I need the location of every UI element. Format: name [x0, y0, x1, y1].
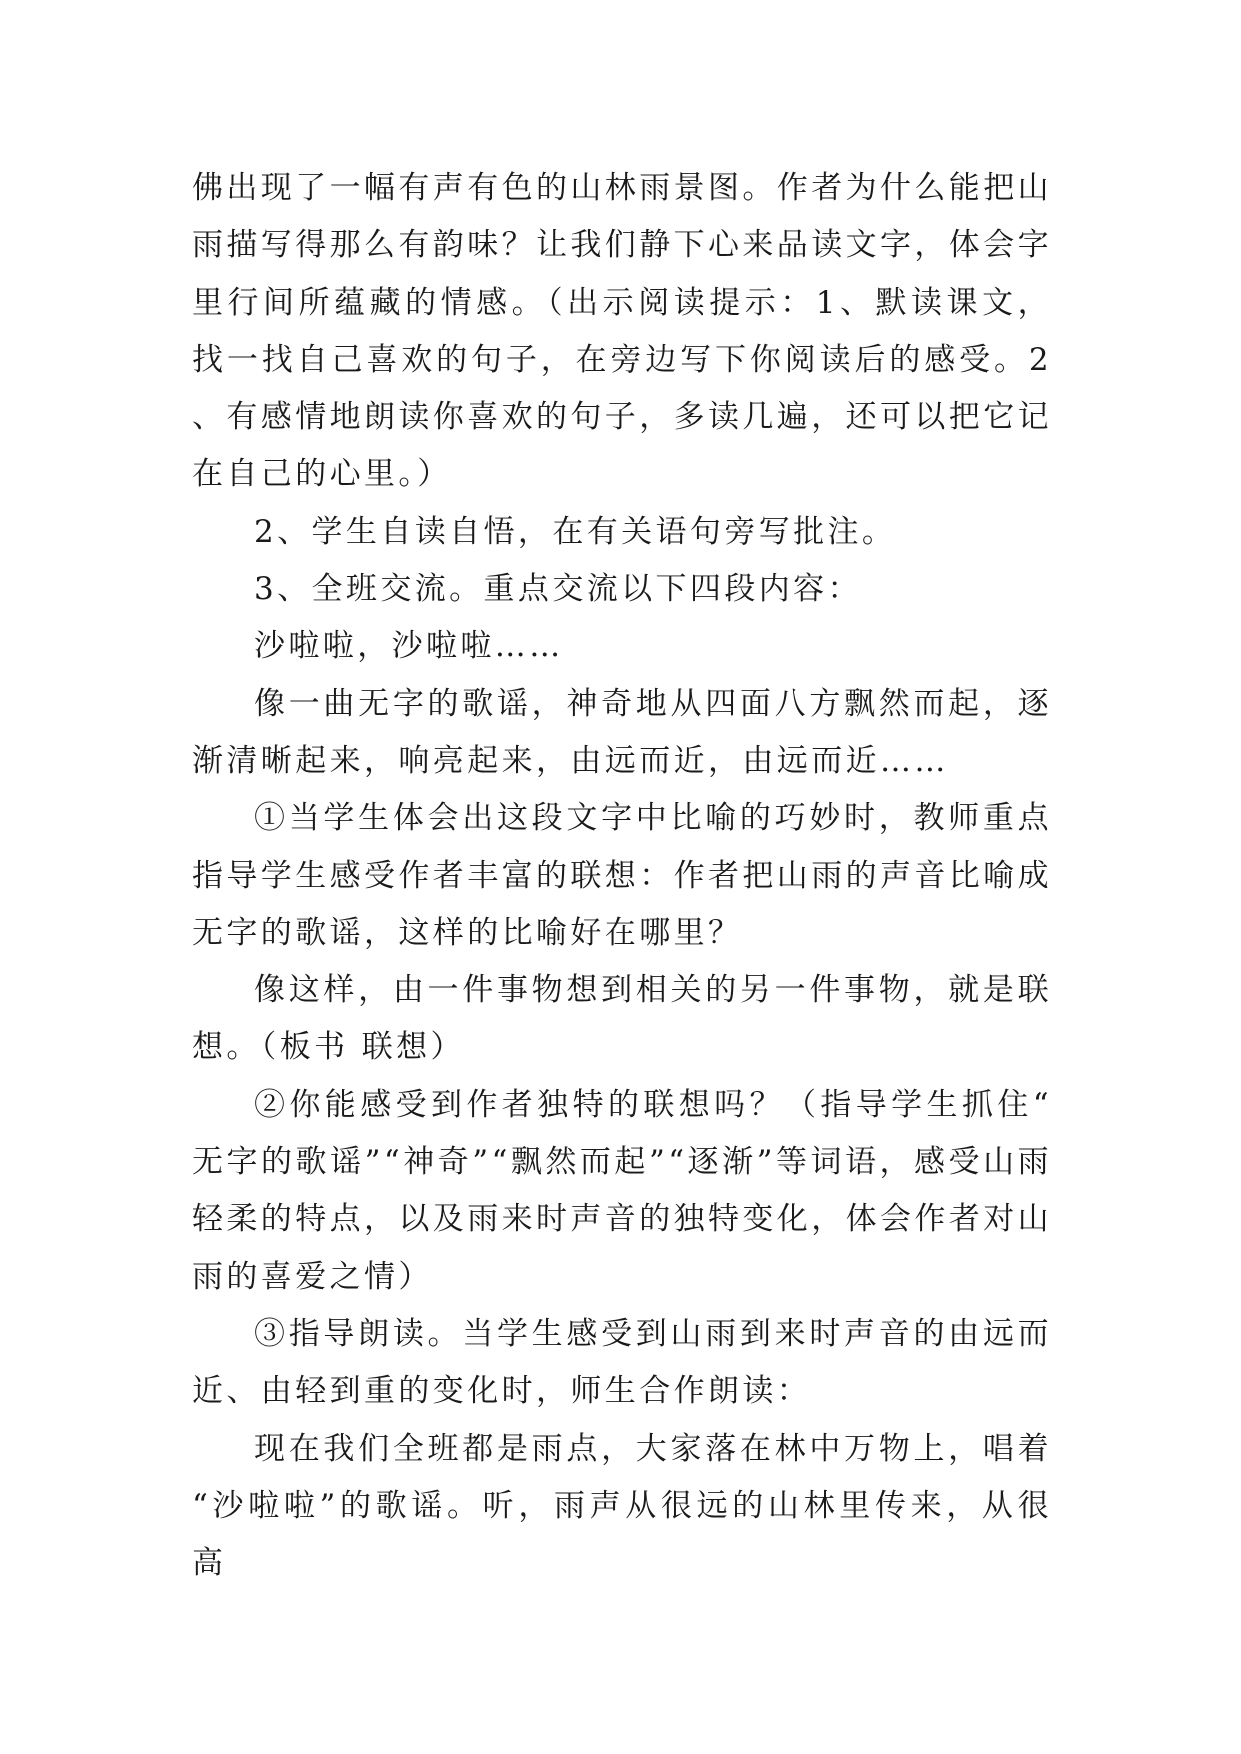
paragraph-read-aloud: 现在我们全班都是雨点，大家落在林中万物上，唱着“沙啦啦”的歌谣。听，雨声从很远的山林里传来，从很高 — [192, 1430, 1052, 1582]
paragraph-point-1: ①当学生体会出这段文字中比喻的巧妙时，教师重点指导学生感受作者丰富的联想：作者把山雨的声音比喻成无字的歌谣，这样的比喻好在哪里？ — [192, 800, 1052, 951]
paragraph-point-2: ②你能感受到作者独特的联想吗？（指导学生抓住“无字的歌谣”“神奇”“飘然而起”“逐渐”等词语，感受山雨轻柔的特点，以及雨来时声音的独特变化，体会作者对山雨的喜爱之情） — [192, 1086, 1052, 1295]
paragraph-association: 像这样，由一件事物想到相关的另一件事物，就是联想。（板书 联想） — [192, 972, 1052, 1066]
paragraph-continuation: 佛出现了一幅有声有色的山林雨景图。作者为什么能把山雨描写得那么有韵味？让我们静下心来品读文字，体会字里行间所蕴藏的情感。（出示阅读提示：1、默读课文，找一找自己喜欢的句子，在旁边写下你阅读后的感受。2、有感情地朗读你喜欢的句子，多读几遍，还可以把它记在自己的心里。） — [192, 170, 1052, 493]
paragraph-quote-song: 像一曲无字的歌谣，神奇地从四面八方飘然而起，逐渐清晰起来，响亮起来，由远而近，由远而近…… — [192, 685, 1052, 779]
paragraph-step-3: 3、全班交流。重点交流以下四段内容： — [254, 571, 862, 608]
document-body — [192, 160, 1052, 1592]
paragraph-quote-rain-sound: 沙啦啦，沙啦啦…… — [254, 628, 564, 665]
paragraph-step-2: 2、学生自读自悟，在有关语句旁写批注。 — [254, 513, 897, 550]
paragraph-point-3: ③指导朗读。当学生感受到山雨到来时声音的由远而近、由轻到重的变化时，师生合作朗读： — [192, 1315, 1052, 1410]
